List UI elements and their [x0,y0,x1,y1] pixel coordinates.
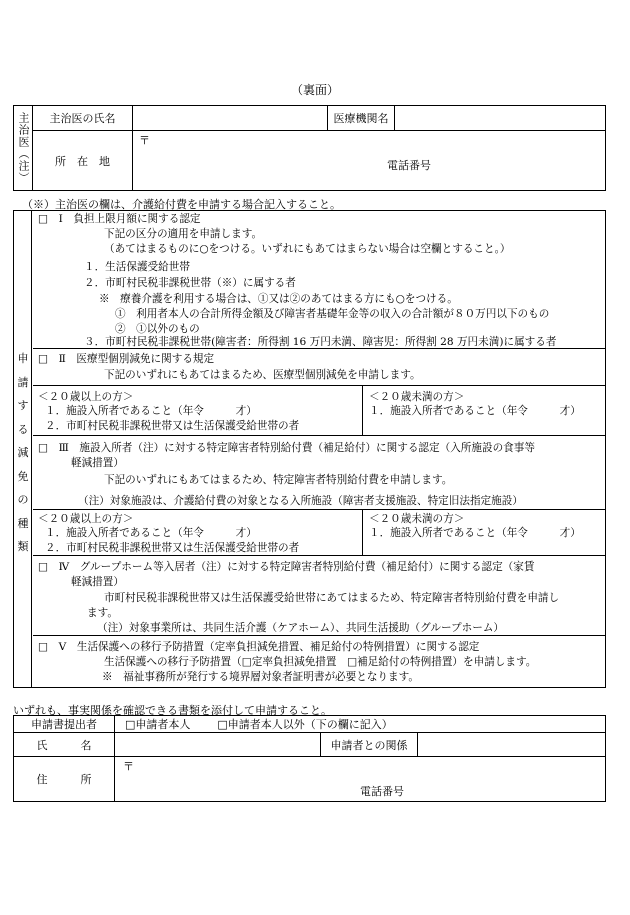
doctor-note: （※）主治医の欄は、介護給付費を申請する場合記入すること。 [22,198,341,211]
section-1-option-2[interactable]: ２．市町村民税非課税世帯（※）に属する者 [84,277,296,289]
doctor-name-label: 主治医の氏名 [33,106,133,131]
section-3-note: （注）対象施設は、介護給付費の対象となる入所施設（障害者支援施設、特定旧法指定施設） [78,495,523,507]
applicant-address-label: 住 所 [14,757,115,802]
applicant-name-label: 氏 名 [14,733,115,757]
section-4-line: ます。 [87,607,118,619]
relation-field[interactable] [418,733,606,757]
section-1-line: ※ 療養介護を利用する場合は、①又は②のあてはまる方にも○をつける。 [99,293,458,305]
postal-mark: 〒 [123,760,134,773]
section-1-title[interactable]: □ Ⅰ 負担上限月額に関する認定 [38,213,201,225]
section-1-sub-option-2[interactable]: ② ①以外のもの [115,323,200,335]
submitter-label: 申請書提出者 [14,716,115,733]
age-under-20-title: ＜２０歳未満の方＞ [369,513,465,525]
submitter-other-option[interactable]: □申請者本人以外（下の欄に記入） [217,718,393,731]
applicant-name-field[interactable] [115,733,321,757]
postal-mark: 〒 [139,134,150,147]
section-5-line: 生活保護への移行予防措置（□定率負担減免措置 □補足給付の特例措置）を申請します。 [104,656,537,668]
reduction-side-column [14,211,32,687]
submitter-options [115,716,606,733]
section-4-line: 市町村民税非課税世帯又は生活保護受給世帯にあてはまるため、特定障害者特別給付費を申請し [104,592,560,604]
age-split-2 [33,510,605,556]
doctor-name-field[interactable] [133,106,328,131]
age-over-20-item-2[interactable]: ２．市町村民税非課税世帯又は生活保護受給世帯の者 [45,420,300,432]
section-1-line: （あてはまるものに○をつける。いずれにもあてはまらない場合は空欄とすること。） [104,243,511,255]
section-1-sub-option-1[interactable]: ① 利用者本人の合計所得金額及び障害者基礎年金等の収入の合計額が８０万円以下のもの [115,308,550,320]
institution-label: 医療機関名 [328,106,395,131]
section-5-title[interactable]: □ Ⅴ 生活保護への移行予防措置（定率負担減免措置、補足給付の特例措置）に関する認定 [38,641,480,653]
section-2-title[interactable]: □ Ⅱ 医療型個別減免に関する規定 [38,353,215,365]
footer-note: いずれも、事実関係を確認できる書類を添付して申請すること。 [13,704,332,717]
reduction-side-label: 申 請 す る 減 免 の 種 類 [17,352,29,553]
section-4-note: （注）対象事業所は、共同生活介護（ケアホーム）、共同生活援助（グループホーム） [97,622,505,634]
age-split-1 [33,386,605,436]
age-over-20-item-1[interactable]: １．施設入所者であること（年令 才） [45,405,257,417]
section-1-option-3[interactable]: ３．市町村民税非課税世帯(障害者：所得割 16 万円未満、障害児：所得割 28 万円未満)に属する者 [84,336,557,348]
section-1 [33,211,605,349]
section-2-line: 下記のいずれにもあてはまるため、医療型個別減免を申請します。 [104,369,421,381]
age-under-20-item-1[interactable]: １．施設入所者であること（年令 才） [369,405,581,417]
section-1-line: 下記の区分の適用を申請します。 [104,228,263,240]
section-4-title[interactable]: □ Ⅳ グループホーム等入居者（注）に対する特定障害者特別給付費（補足給付）に関する認定（家賃 [38,561,535,573]
page-heading: （裏面） [290,83,339,97]
section-3-title-cont: 軽減措置） [71,457,124,469]
section-3-title[interactable]: □ Ⅲ 施設入所者（注）に対する特定障害者特別給付費（補足給付）に関する認定（入所施設の食事等 [38,442,535,454]
doctor-side-label: 主治医（注） [14,106,33,191]
section-3 [33,436,605,510]
section-5 [33,636,605,687]
doctor-address-label: 所 在 地 [33,131,133,191]
age-over-20-item-1[interactable]: １．施設入所者であること（年令 才） [45,527,257,539]
section-1-option-1[interactable]: １．生活保護受給世帯 [84,261,190,273]
reduction-types-block [13,210,606,688]
section-4-title-cont: 軽減措置） [71,576,124,588]
age-under-20-title: ＜２０歳未満の方＞ [369,391,465,403]
age-over-20-title: ＜２０歳以上の方＞ [38,513,134,525]
doctor-phone-label: 電話番号 [387,159,431,172]
age-under-20-item-1[interactable]: １．施設入所者であること（年令 才） [369,527,581,539]
applicant-phone-label: 電話番号 [360,785,404,798]
submitter-self-option[interactable]: □申請者本人 [125,718,191,731]
applicant-address-field[interactable] [115,757,606,802]
doctor-address-field[interactable] [133,131,606,191]
institution-field[interactable] [395,106,606,131]
applicant-table [13,715,606,802]
section-4 [33,556,605,636]
doctor-table [13,105,606,191]
section-5-note: ※ 福祉事務所が発行する境界層対象者証明書が必要となります。 [102,671,419,683]
age-over-20-title: ＜２０歳以上の方＞ [38,391,134,403]
age-over-20-item-2[interactable]: ２．市町村民税非課税世帯又は生活保護受給世帯の者 [45,542,300,554]
section-2 [33,349,605,386]
relation-label: 申請者との関係 [321,733,418,757]
section-3-line: 下記のいずれにもあてはまるため、特定障害者特別給付費を申請します。 [104,474,453,486]
